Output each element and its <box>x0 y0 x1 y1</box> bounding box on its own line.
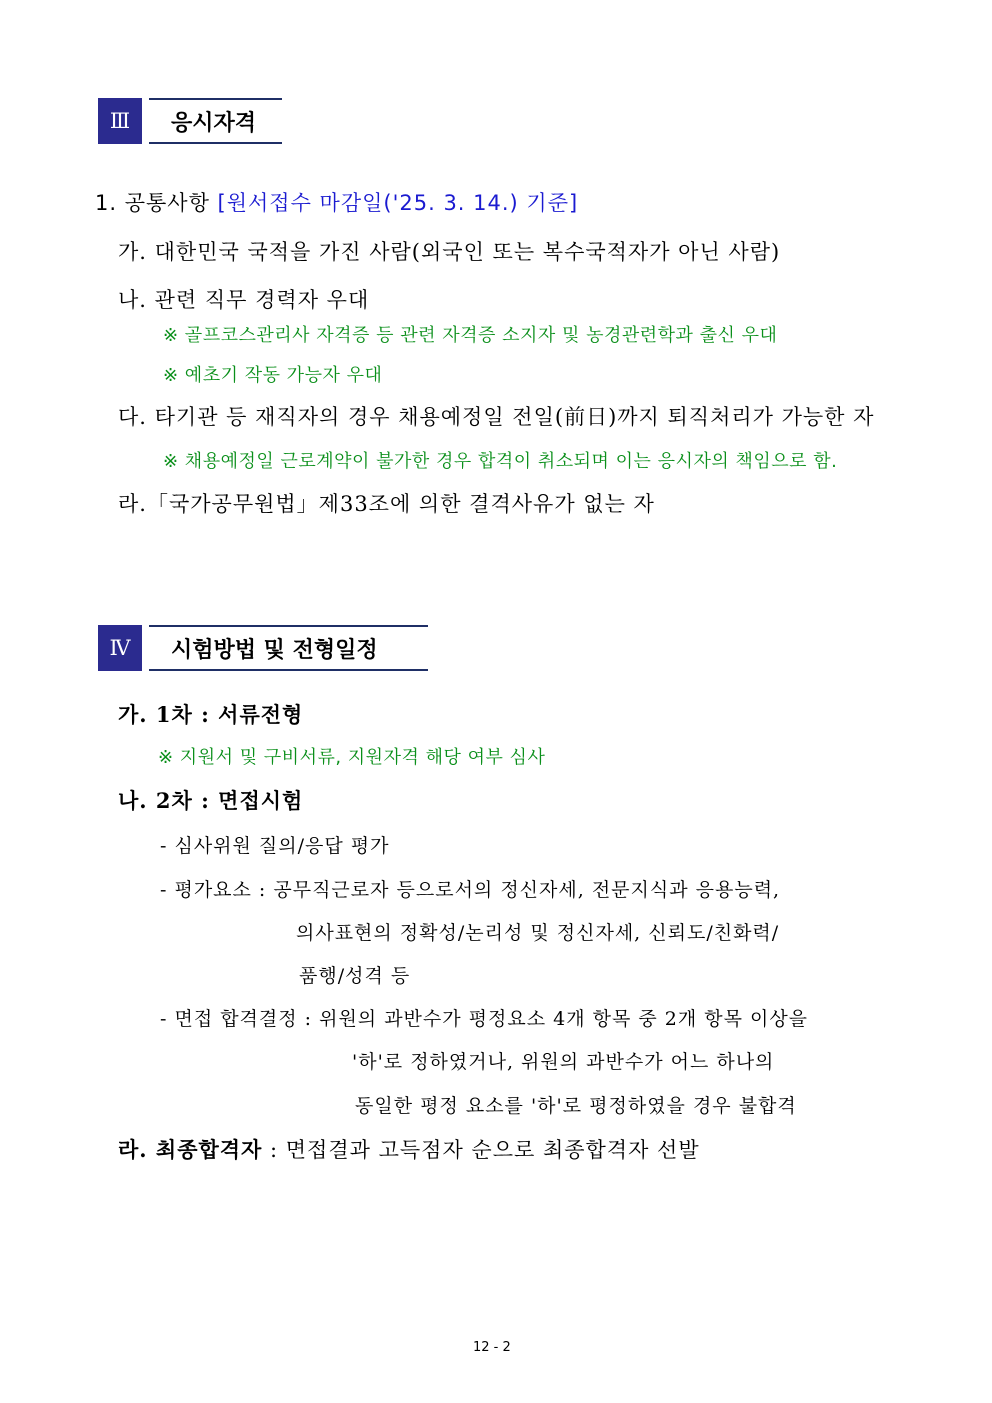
evaluation-criteria: - 평가요소 : 공무직근로자 등으로서의 정신자세, 전문지식과 응용능력, <box>160 879 781 901</box>
page-number: 12 - 2 <box>473 1340 511 1355</box>
step-interview: 나. 2차 : 면접시험 <box>118 788 304 813</box>
interview-qa: - 심사위원 질의/응답 평가 <box>160 835 390 857</box>
requirement-ga: 가. 대한민국 국적을 가진 사람(외국인 또는 복수국적자가 아닌 사람) <box>118 240 781 264</box>
evaluation-criteria-cont: 의사표현의 정확성/논리성 및 정신자세, 신뢰도/친화력/ <box>296 922 780 944</box>
note-certificate-preference: ※ 골프코스관리사 자격증 등 관련 자격증 소지자 및 농경관련학과 출신 우대 <box>163 325 778 346</box>
item-prefix: 1. 공통사항 <box>95 191 218 215</box>
final-selection-text: : 면접결과 고득점자 순으로 최종합격자 선발 <box>262 1138 700 1162</box>
note-mower-preference: ※ 예초기 작동 가능자 우대 <box>163 365 383 386</box>
final-selection <box>118 1134 700 1164</box>
pass-decision-cont: 동일한 평정 요소를 '하'로 평정하였을 경우 불합격 <box>355 1095 797 1117</box>
section-title: 응시자격 <box>149 98 282 144</box>
final-selection-label: 라. 최종합격자 <box>118 1137 263 1162</box>
requirement-ra: 라.「국가공무원법」제33조에 의한 결격사유가 없는 자 <box>118 492 655 516</box>
deadline-criteria: [원서접수 마감일('25. 3. 14.) 기준] <box>217 191 579 215</box>
note-contract-cancellation: ※ 채용예정일 근로계약이 불가한 경우 합격이 취소되며 이는 응시자의 책임으로 함. <box>163 451 838 472</box>
section-number-badge: Ⅲ <box>98 98 142 144</box>
pass-decision: - 면접 합격결정 : 위원의 과반수가 평정요소 4개 항목 중 2개 항목 이상을 <box>160 1008 809 1030</box>
common-requirements-heading <box>95 187 578 217</box>
requirement-da: 다. 타기관 등 재직자의 경우 채용예정일 전일(前日)까지 퇴직처리가 가능한 자 <box>118 405 875 429</box>
pass-decision-cont: '하'로 정하였거나, 위원의 과반수가 어느 하나의 <box>352 1051 775 1073</box>
step-document-screening: 가. 1차 : 서류전형 <box>118 702 304 727</box>
note-document-review: ※ 지원서 및 구비서류, 지원자격 해당 여부 심사 <box>158 747 546 768</box>
section-number-badge: Ⅳ <box>98 625 142 671</box>
evaluation-criteria-cont: 품행/성격 등 <box>299 965 411 987</box>
section-title: 시험방법 및 전형일정 <box>149 625 428 671</box>
requirement-na: 나. 관련 직무 경력자 우대 <box>118 288 370 312</box>
